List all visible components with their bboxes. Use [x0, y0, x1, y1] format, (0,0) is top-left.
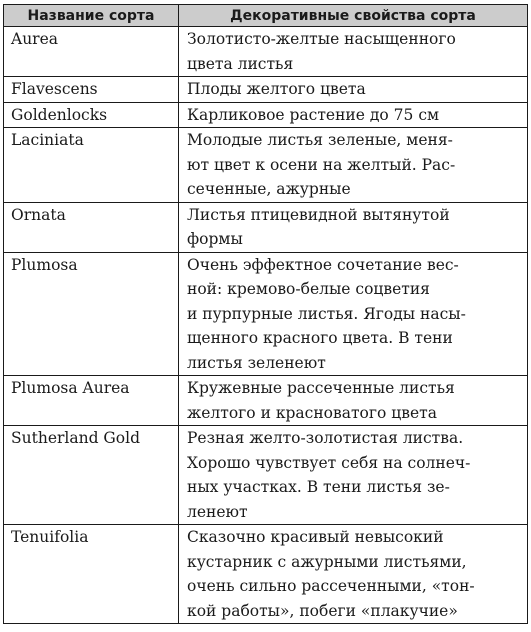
description-line: цвета листья [187, 54, 294, 73]
cultivar-name: Goldenlocks [4, 102, 179, 128]
description-line: Карликовое растение до 75 см [187, 105, 440, 124]
cultivar-description [179, 202, 528, 252]
description-line: и пурпурные листья. Ягоды насы- [187, 304, 466, 323]
table-row [4, 102, 528, 128]
cultivar-table-container [3, 4, 527, 624]
cultivar-name: Plumosa Aurea [4, 376, 179, 426]
cultivar-description [179, 252, 528, 376]
description-line: ных участках. В тени листья зе- [187, 478, 450, 496]
description-line: Кружевные рассеченные листья [187, 379, 455, 397]
cultivar-description [179, 525, 528, 624]
description-line: желтого и красноватого цвета [187, 403, 437, 422]
table-row [4, 252, 528, 376]
description-line: ленеют [187, 502, 248, 521]
description-line: Листья птицевидной вытянутой [187, 205, 450, 224]
table-body [4, 27, 528, 624]
cultivar-description [179, 128, 528, 203]
table-row [4, 128, 528, 203]
cultivar-name: Ornata [4, 202, 179, 252]
description-line: Плоды желтого цвета [187, 80, 366, 98]
description-line: формы [187, 230, 243, 248]
description-line: ют цвет к осени на желтый. Рас- [187, 155, 456, 174]
description-line: Резная желто-золотистая листва. [187, 429, 464, 447]
header-cultivar-name: Название сорта [4, 5, 179, 27]
description-line: очень сильно рассеченными, «тон- [187, 577, 475, 595]
table-row [4, 376, 528, 426]
description-line: Сказочно красивый невысокий [187, 528, 444, 546]
table-row [4, 426, 528, 525]
cultivar-description [179, 27, 528, 77]
cultivar-name: Sutherland Gold [4, 426, 179, 525]
table-row [4, 525, 528, 624]
description-line: Очень эффектное сочетание вес- [187, 255, 459, 274]
cultivar-description [179, 426, 528, 525]
cultivar-description [179, 376, 528, 426]
cultivar-table [3, 4, 528, 624]
table-row [4, 27, 528, 77]
table-header [4, 5, 528, 27]
description-line: Золотисто-желтые насыщенного [187, 30, 456, 48]
cultivar-name: Laciniata [4, 128, 179, 203]
description-line: листья зеленеют [187, 353, 326, 372]
description-line: Хорошо чувствует себя на солнеч- [187, 453, 471, 472]
cultivar-description [179, 102, 528, 128]
description-line: кустарник с ажурными листьями, [187, 552, 467, 571]
table-row [4, 77, 528, 103]
description-line: ной: кремово-белые соцветия [187, 280, 430, 298]
cultivar-description [179, 77, 528, 103]
cultivar-name: Tenuifolia [4, 525, 179, 624]
cultivar-name: Aurea [4, 27, 179, 77]
description-line: сеченные, ажурные [187, 180, 351, 198]
description-line: щенного красного цвета. В тени [187, 329, 453, 347]
table-row [4, 202, 528, 252]
cultivar-name: Plumosa [4, 252, 179, 376]
header-decorative-properties: Декоративные свойства сорта [179, 5, 528, 27]
header-row [4, 5, 528, 27]
description-line: Молодые листья зеленые, меня- [187, 131, 453, 149]
cultivar-name: Flavescens [4, 77, 179, 103]
description-line: кой работы», побеги «плакучие» [187, 601, 458, 620]
